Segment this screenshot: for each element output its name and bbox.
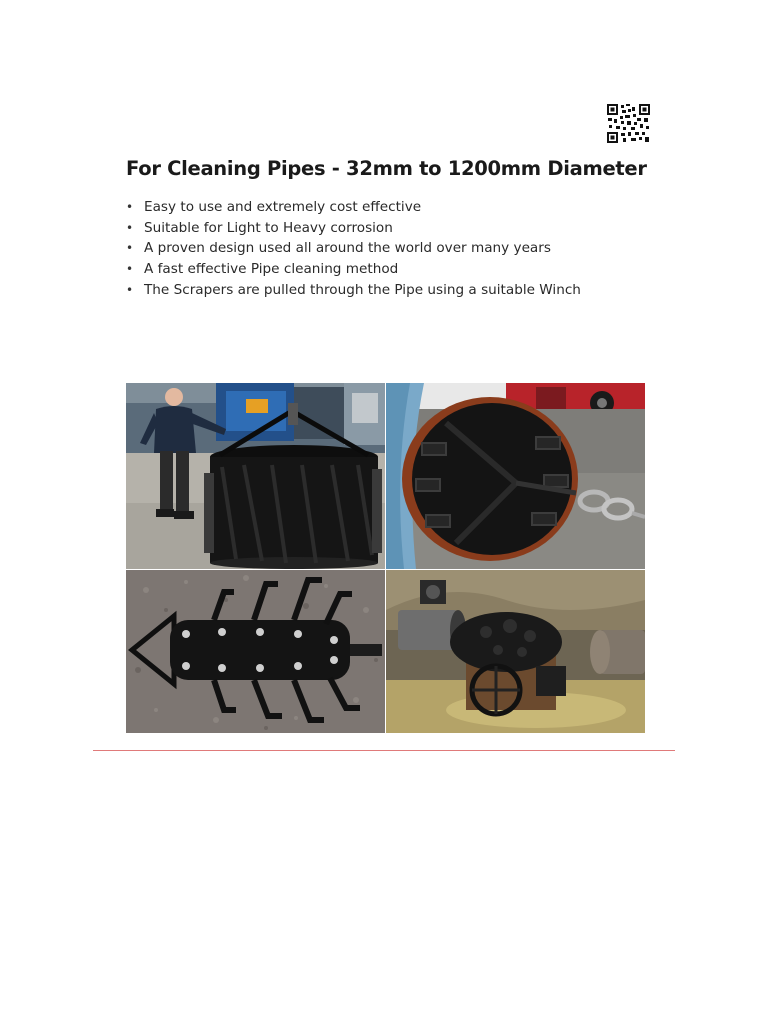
list-item-text: A fast effective Pipe cleaning method bbox=[144, 261, 399, 278]
bullet-marker: • bbox=[126, 282, 134, 297]
photo-small-scraper bbox=[126, 570, 385, 733]
list-item-text: A proven design used all around the world over many years bbox=[144, 240, 551, 257]
photo-man-with-large-scraper bbox=[126, 383, 385, 569]
list-item-text: The Scrapers are pulled through the Pipe using a suitable Winch bbox=[144, 281, 581, 298]
divider-line bbox=[93, 750, 675, 751]
bullet-marker: • bbox=[126, 262, 134, 277]
photo-excavation-cleaning bbox=[386, 570, 645, 733]
feature-list bbox=[126, 197, 581, 300]
photo-scraper-in-pipe bbox=[386, 383, 645, 569]
list-item bbox=[126, 197, 581, 218]
photo-grid bbox=[126, 383, 645, 733]
list-item-text: Suitable for Light to Heavy corrosion bbox=[144, 219, 393, 236]
list-item bbox=[126, 218, 581, 239]
document-title: For Cleaning Pipes - 32mm to 1200mm Diameter bbox=[126, 157, 647, 180]
bullet-marker: • bbox=[126, 220, 134, 235]
list-item bbox=[126, 238, 581, 259]
bullet-marker: • bbox=[126, 200, 134, 214]
list-item bbox=[126, 280, 581, 301]
bullet-marker: • bbox=[126, 241, 134, 256]
list-item bbox=[126, 259, 581, 280]
list-item-text: Easy to use and extremely cost effective bbox=[144, 199, 422, 215]
qr-code-icon bbox=[607, 104, 650, 143]
